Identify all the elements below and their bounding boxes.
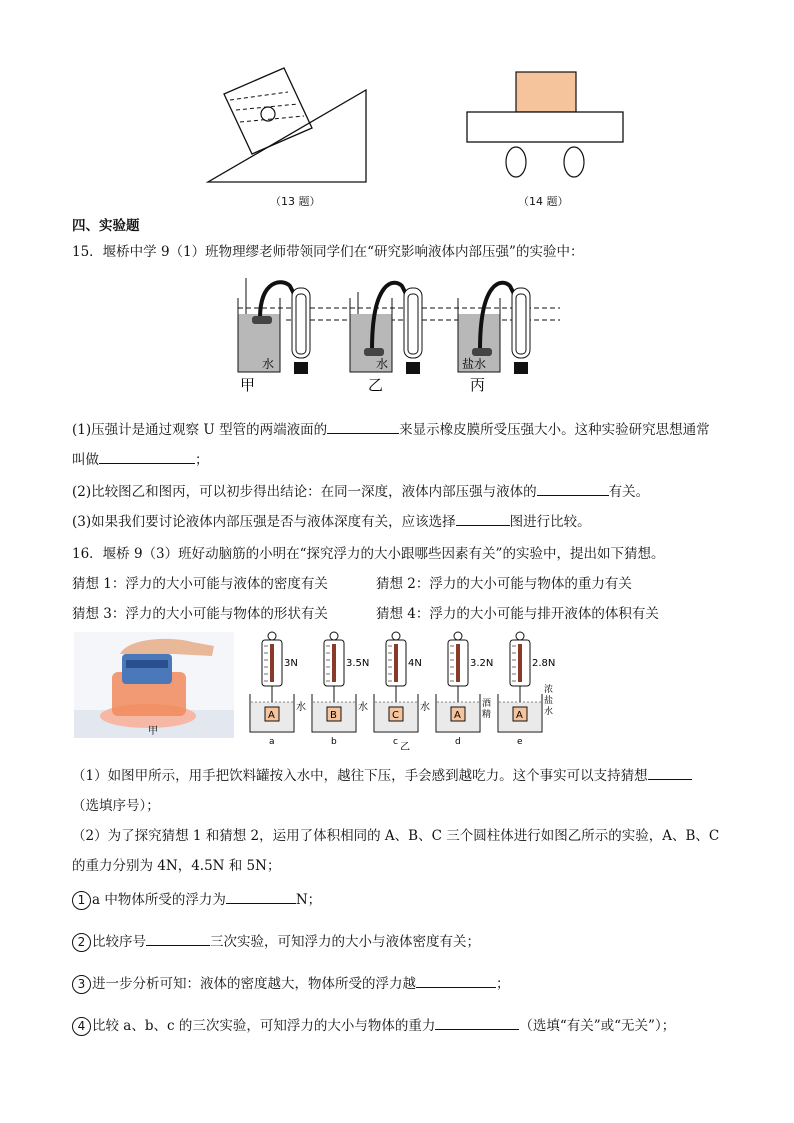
section-title: 四、实验题 <box>72 218 140 234</box>
q16-blank-4[interactable] <box>416 975 496 988</box>
liquid-label-alcohol: 精 <box>482 710 492 720</box>
liquid-label-water: 水 <box>420 702 430 713</box>
scale-spring <box>518 644 522 682</box>
q16-p1-line2: （选填序号）； <box>72 798 160 814</box>
q16-p1-line1: （1）如图甲所示，用手把饮料罐按入水中，越往下压，手会感到越吃力。这个事实可以支持猜想 <box>72 764 692 784</box>
q16-c4: 4 比较 a、b、c 的三次实验，可知浮力的大小与物体的重力 （选填“有关”或“无关”）； <box>72 1014 675 1036</box>
figure-13-incline <box>200 58 380 188</box>
q15-label-yi: 乙 <box>368 376 384 394</box>
q15-p3: (3)如果我们要讨论液体内部压强是否与液体深度有关，应该选择 图进行比较。 <box>72 514 591 530</box>
liquid-label-alcohol: 酒 <box>482 699 492 709</box>
q16-fig-yi-label: 乙 <box>400 742 410 750</box>
setup-label: d <box>455 737 461 747</box>
liquid-label-brine: 盐 <box>544 696 554 706</box>
q15-label-bing: 丙 <box>470 376 486 394</box>
q15-blank-4[interactable] <box>456 513 510 526</box>
setup-label: e <box>517 737 523 747</box>
scale-hook-top <box>454 632 462 640</box>
scale-spring <box>270 644 274 682</box>
scale-spring <box>456 644 460 682</box>
q16-stem: 16．堰桥 9（3）班好动脑筋的小明在“探究浮力的大小跟哪些因素有关”的实验中，提出如下猜想。 <box>72 546 665 562</box>
q15-p1-line1: (1)压强计是通过观察 U 型管的两端液面的 来显示橡皮膜所受压强大小。这种实验研究思想通常 <box>72 422 710 438</box>
scale-reading: 3.2N <box>470 658 494 669</box>
q15-blank-3[interactable] <box>537 483 609 496</box>
q16-guess2: 猜想 2：浮力的大小可能与物体的重力有关 <box>376 576 632 592</box>
scale-hook-top <box>516 632 524 640</box>
block-label: B <box>330 710 337 721</box>
q16-blank-3[interactable] <box>146 933 210 946</box>
q16-photo-jia <box>74 632 234 738</box>
block-label: A <box>516 710 523 721</box>
q16-fig-jia-label: 甲 <box>148 726 158 737</box>
q15-saltwater-label: 盐水 <box>462 357 487 371</box>
q15-water-label-jia: 水 <box>262 357 275 371</box>
scale-spring <box>332 644 336 682</box>
q16-guess3: 猜想 3：浮力的大小可能与物体的形状有关 <box>72 606 328 622</box>
block-label: A <box>268 710 275 721</box>
q16-spring-figure <box>240 630 562 750</box>
q16-guess4: 猜想 4：浮力的大小可能与排开液体的体积有关 <box>376 606 659 622</box>
scale-reading: 3.5N <box>346 658 370 669</box>
q15-stem: 15．堰桥中学 9（1）班物理缪老师带领同学们在“研究影响液体内部压强”的实验中： <box>72 244 584 260</box>
q16-c3: 3 进一步分析可知：液体的密度越大，物体所受的浮力越 ； <box>72 972 510 994</box>
scale-reading: 2.8N <box>532 658 556 669</box>
block-label: A <box>454 710 461 721</box>
q16-p2-line2: 的重力分别为 4N，4.5N 和 5N； <box>72 858 281 874</box>
q15-p2: (2)比较图乙和图丙，可以初步得出结论：在同一深度，液体内部压强与液体的 有关。 <box>72 484 650 500</box>
figure-14-cart <box>462 68 630 184</box>
q15-label-jia: 甲 <box>240 376 256 394</box>
scale-spring <box>394 644 398 682</box>
q16-guess1: 猜想 1：浮力的大小可能与液体的密度有关 <box>72 576 328 592</box>
q15-water-label-yi: 水 <box>376 357 389 371</box>
q16-blank-5[interactable] <box>435 1017 519 1030</box>
scale-hook-top <box>268 632 276 640</box>
liquid-label-water: 水 <box>296 702 306 713</box>
q16-c1: 1 a 中物体所受的浮力为 N； <box>72 888 321 910</box>
q15-blank-2[interactable] <box>99 451 195 464</box>
figure-14-caption: （14 题） <box>518 195 569 208</box>
setup-label: a <box>269 737 275 747</box>
liquid-label-brine: 浓 <box>544 685 554 695</box>
scale-reading: 4N <box>408 658 422 669</box>
scale-hook-top <box>330 632 338 640</box>
q15-pressure-figure <box>230 270 570 398</box>
q16-c2: 2 比较序号 三次实验，可知浮力的大小与液体密度有关； <box>72 930 480 952</box>
figure-13-caption: （13 题） <box>270 195 321 208</box>
q16-p2-line1: （2）为了探究猜想 1 和猜想 2，运用了体积相同的 A、B、C 三个圆柱体进行如图乙所示的实验，A、B、C <box>72 828 720 844</box>
scale-hook-top <box>392 632 400 640</box>
q16-blank-1[interactable] <box>648 767 692 780</box>
liquid-label-water: 水 <box>358 702 368 713</box>
setup-label: b <box>331 737 337 747</box>
q15-p1-line2: 叫做 ； <box>72 452 209 468</box>
setup-label: c <box>393 737 398 747</box>
scale-reading: 3N <box>284 658 298 669</box>
q16-blank-2[interactable] <box>226 891 296 904</box>
block-label: C <box>392 710 399 721</box>
liquid-label-brine: 水 <box>544 707 554 717</box>
q15-blank-1[interactable] <box>327 421 399 434</box>
